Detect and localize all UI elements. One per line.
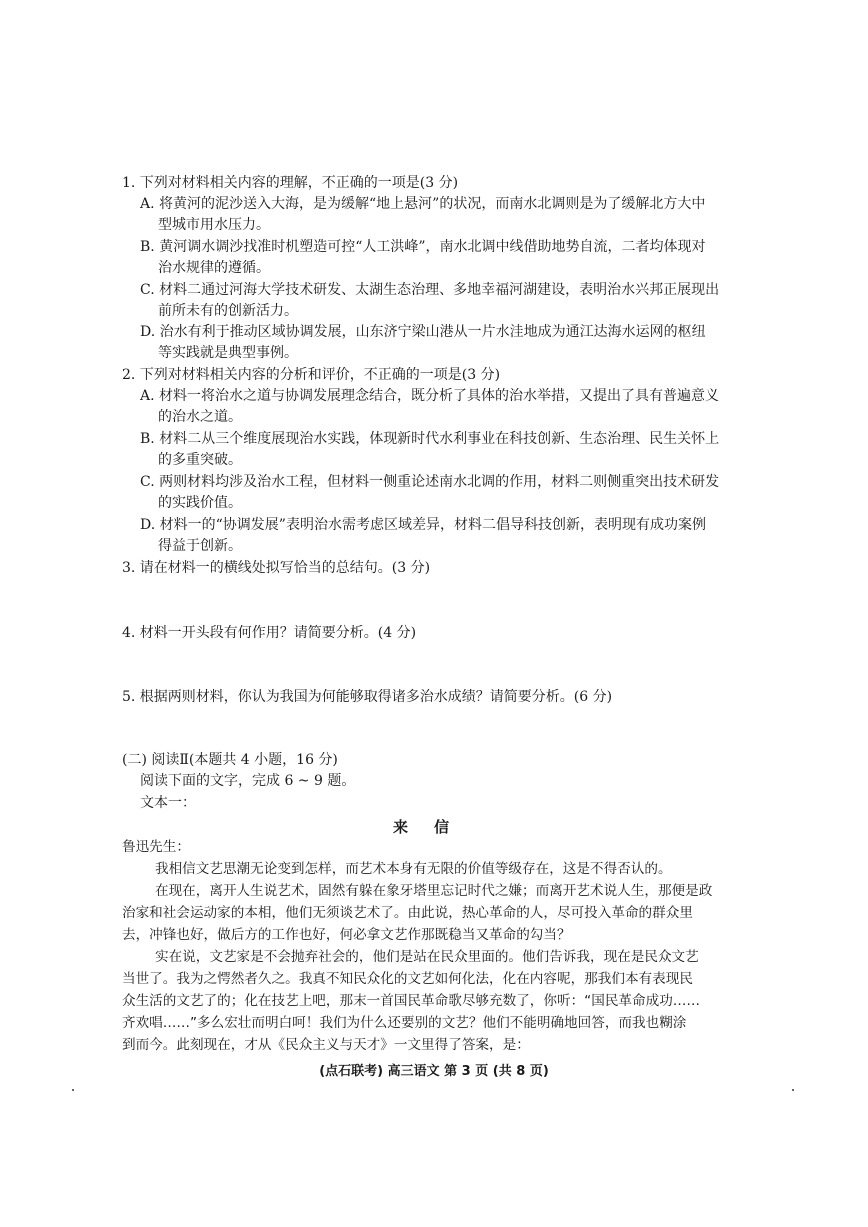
question-1-option-b-cont: 治水规律的遵循。 — [158, 260, 270, 276]
page-footer: (点石联考) 高三语文 第 3 页 (共 8 页) — [319, 1064, 549, 1079]
question-5: 5. 根据两则材料，你认为我国为何能够取得诸多治水成绩？请简要分析。(6 分) — [122, 689, 613, 705]
question-2-stem: 2. 下列对材料相关内容的分析和评价，不正确的一项是(3 分) — [122, 367, 501, 383]
letter-paragraph-3-line-4: 齐欢唱……”多么宏壮而明白呵！我们为什么还要别的文艺？他们不能明确地回答，而我也糊涂 — [122, 1015, 687, 1031]
text-label: 文本一： — [140, 795, 196, 811]
question-2-option-c: C. 两则材料均涉及治水工程，但材料一侧重论述南水北调的作用，材料二则侧重突出技术研发 — [140, 474, 720, 490]
question-2-option-c-cont: 的实践价值。 — [158, 495, 242, 511]
question-1-option-a: A. 将黄河的泥沙送入大海，是为缓解“地上悬河”的状况，而南水北调则是为了缓解北方大中 — [140, 196, 706, 212]
question-3: 3. 请在材料一的横线处拟写恰当的总结句。(3 分) — [122, 560, 431, 576]
question-2-option-b: B. 材料二从三个维度展现治水实践，体现新时代水利事业在科技创新、生态治理、民生关怀上 — [140, 431, 720, 447]
question-1-option-d: D. 治水有利于推动区域协调发展，山东济宁梁山港从一片水洼地成为通江达海水运网的枢纽 — [140, 324, 706, 340]
question-1-stem: 1. 下列对材料相关内容的理解，不正确的一项是(3 分) — [122, 175, 459, 191]
scan-mark-right — [792, 1089, 794, 1091]
letter-paragraph-3-line-2: 当世了。我为之愕然者久之。我真不知民众化的文艺如何化法，化在内容呢，那我们本有表现民 — [122, 971, 693, 987]
letter-salutation: 鲁迅先生： — [122, 839, 190, 855]
section-heading: (二) 阅读Ⅱ(本题共 4 小题，16 分) — [122, 752, 338, 768]
question-2-option-a-cont: 的治水之道。 — [158, 409, 242, 425]
question-1-option-a-cont: 型城市用水压力。 — [158, 217, 270, 233]
letter-paragraph-3-line-5: 到而今。此刻现在，才从《民众主义与天才》一文里得了答案，是： — [122, 1037, 530, 1053]
letter-paragraph-2: 在现在，离开人生说艺术，固然有躲在象牙塔里忘记时代之嫌；而离开艺术说人生，那便是政 — [155, 883, 713, 899]
question-1-option-d-cont: 等实践就是典型事例。 — [158, 345, 298, 361]
letter-paragraph-2-line-3: 去，冲锋也好，做后方的工作也好，何必拿文艺作那既稳当又革命的勾当？ — [122, 927, 571, 943]
letter-paragraph-1: 我相信文艺思潮无论变到怎样，而艺术本身有无限的价值等级存在，这是不得否认的。 — [155, 861, 672, 877]
question-2-option-b-cont: 的多重突破。 — [158, 452, 242, 468]
question-2-option-d: D. 材料一的“协调发展”表明治水需考虑区域差异，材料二倡导科技创新，表明现有成功案例 — [140, 517, 706, 533]
scan-mark-left — [72, 1089, 74, 1091]
letter-paragraph-2-line-2: 治家和社会运动家的本相，他们无须谈艺术了。由此说，热心革命的人，尽可投入革命的群众里 — [122, 905, 693, 921]
question-1-option-c-cont: 前所未有的创新活力。 — [158, 303, 298, 319]
question-1-option-c: C. 材料二通过河海大学技术研发、太湖生态治理、多地幸福河湖建设，表明治水兴邦正展现出 — [140, 282, 720, 298]
letter-paragraph-3: 实在说，文艺家是不会抛弃社会的，他们是站在民众里面的。他们告诉我，现在是民众文艺 — [155, 949, 699, 965]
question-1-option-b: B. 黄河调水调沙找准时机塑造可控“人工洪峰”，南水北调中线借助地势自流，二者均体现对 — [140, 239, 706, 255]
question-2-option-a: A. 材料一将治水之道与协调发展理念结合，既分析了具体的治水举措，又提出了具有普遍意义 — [140, 388, 720, 404]
question-4: 4. 材料一开头段有何作用？请简要分析。(4 分) — [122, 625, 417, 641]
letter-title: 来信 — [392, 818, 475, 836]
letter-paragraph-3-line-3: 众生活的文艺了的；化在技艺上吧，那末一首国民革命歌尽够充数了，你听：“国民革命成功…… — [122, 993, 700, 1009]
question-2-option-d-cont: 得益于创新。 — [158, 538, 242, 554]
section-instruction: 阅读下面的文字，完成 6 ~ 9 题。 — [140, 773, 356, 789]
